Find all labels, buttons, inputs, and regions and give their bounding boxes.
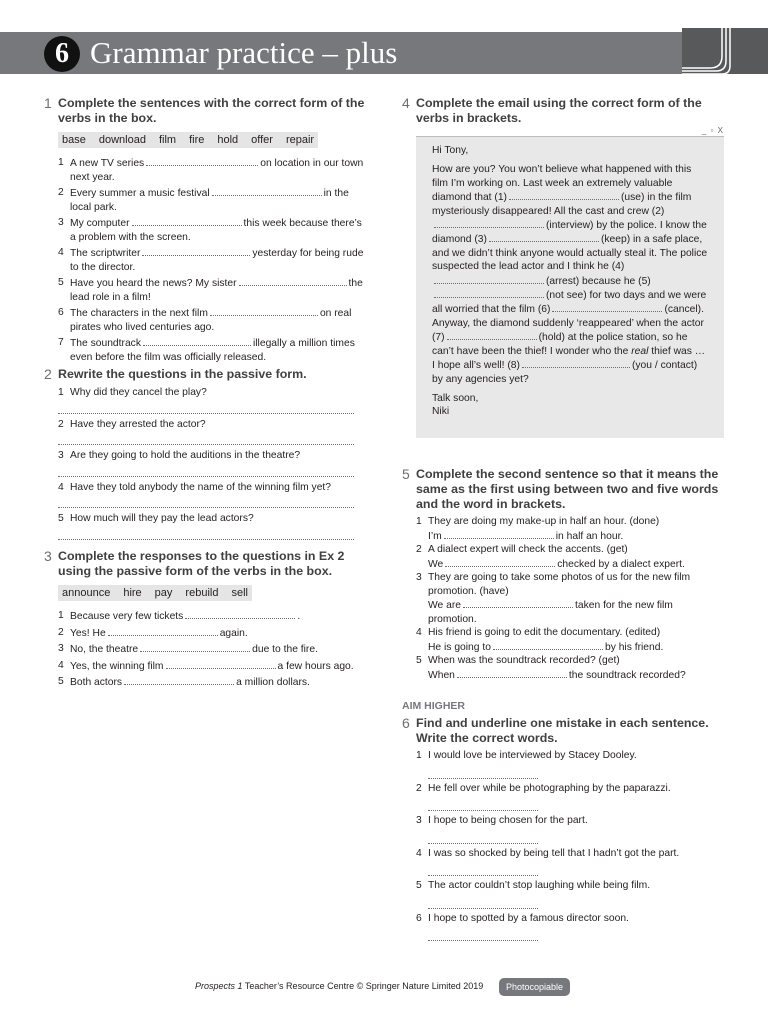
word: base xyxy=(62,134,86,146)
word-box xyxy=(58,585,252,601)
word-box xyxy=(58,132,318,148)
answer-blank[interactable] xyxy=(522,358,630,368)
list-item: 2 A dialect expert will check the accents. (get) We checked by a dialect expert. xyxy=(416,544,685,570)
page-title: Grammar practice – plus xyxy=(90,35,398,70)
aim-higher-label: AIM HIGHER xyxy=(402,700,465,712)
list-item: 3 I hope to being chosen for the part. xyxy=(416,814,724,844)
answer-blank[interactable] xyxy=(445,557,555,567)
exercise-number: 2 xyxy=(44,366,52,382)
exercise-number: 4 xyxy=(402,95,410,111)
header-decoration xyxy=(682,28,768,74)
exercise-6-heading xyxy=(402,716,724,746)
exercise-2-heading xyxy=(44,367,366,382)
exercise-3-heading xyxy=(44,549,366,579)
exercise-1 xyxy=(44,96,366,366)
answer-blank[interactable] xyxy=(166,659,276,669)
footer xyxy=(0,978,768,998)
email-body xyxy=(416,136,724,438)
exercise-3 xyxy=(44,549,366,692)
exercise-instruction: Complete the sentences with the correct form of the verbs in the box. xyxy=(58,96,365,125)
list-item: 4 I was so shocked by being tell that I hadn’t got the part. xyxy=(416,847,724,877)
answer-blank[interactable] xyxy=(124,675,234,685)
answer-line[interactable] xyxy=(428,893,538,909)
word: film xyxy=(158,134,177,146)
word: repair xyxy=(285,134,315,146)
list-item: 5 Both actors a million dollars. xyxy=(58,676,310,688)
word: announce xyxy=(62,587,111,599)
list-item: 3 Are they going to hold the auditions in the theatre? xyxy=(58,449,366,477)
exercise-5 xyxy=(402,467,724,682)
email-signoff: Talk soon, Niki xyxy=(432,392,479,418)
exercise-instruction: Complete the responses to the questions in Ex 2 using the passive form of the verbs in the box. xyxy=(58,549,345,578)
exercise-number: 6 xyxy=(402,715,410,731)
exercise-instruction: Find and underline one mistake in each sentence. Write the correct words. xyxy=(416,716,709,745)
answer-blank[interactable] xyxy=(140,642,250,652)
list-item: 5 Have you heard the news? My sister the lead role in a film! xyxy=(58,277,363,303)
answer-blank[interactable] xyxy=(434,274,544,284)
email-paragraph: How are you? You won’t believe what happened with this film I’m working on. Last week an extremely valuable diamond that (1) (use) in the film mysteriously disappeared! All the cast and crew (2)(interview) by the police. I know the diamond (3) (keep) in a safe place, and we didn’t think anyone would actually steal it. The police suspected the lead actor and I think he (4)(arrest) because he (5)(not see) for two days and we were all worried that the film (6) (cancel). Anyway, the diamond suddenly ‘reappeared’ when the actor (7) (hold) at the police station, so he can’t have been the thief! I wonder who the real thief was … I hope all’s well! (8) (you / contact) by any agencies yet? xyxy=(432,164,708,385)
list-item: 1 Because very few tickets . xyxy=(58,610,301,622)
answer-blank[interactable] xyxy=(493,640,603,650)
answer-line[interactable] xyxy=(58,431,354,445)
list-item: 3 My computer this week because there’s a problem with the screen. xyxy=(58,217,362,243)
exercise-instruction: Rewrite the questions in the passive form. xyxy=(58,367,307,381)
list-item: 2 Every summer a music festival in the local park. xyxy=(58,187,349,213)
answer-line[interactable] xyxy=(58,526,354,540)
unit-number: 6 xyxy=(44,36,80,72)
answer-blank[interactable] xyxy=(552,302,662,312)
exercise-1-heading xyxy=(44,96,366,126)
list-item: 7 The soundtrack illegally a million times even before the film was officially released. xyxy=(58,337,355,363)
answer-blank[interactable] xyxy=(185,609,295,619)
list-item: 5 How much will they pay the lead actors? xyxy=(58,512,366,540)
exercise-instruction: Complete the email using the correct form of the verbs in brackets. xyxy=(416,96,702,125)
answer-blank[interactable] xyxy=(212,186,322,196)
answer-blank[interactable] xyxy=(143,336,251,346)
answer-line[interactable] xyxy=(58,494,354,508)
list-item: 6 The characters in the next film on real pirates who lived centuries ago. xyxy=(58,307,352,333)
answer-blank[interactable] xyxy=(457,668,567,678)
exercise-number: 1 xyxy=(44,95,52,111)
list-item: 3 No, the theatre due to the fire. xyxy=(58,643,318,655)
answer-blank[interactable] xyxy=(146,156,258,166)
list-item: 4 Yes, the winning film a few hours ago. xyxy=(58,659,354,672)
word: pay xyxy=(154,587,173,599)
list-item: 1 I would love be interviewed by Stacey Dooley. xyxy=(416,749,724,779)
answer-blank[interactable] xyxy=(132,216,242,226)
exercise-5-heading xyxy=(402,467,724,512)
answer-blank[interactable] xyxy=(434,288,544,298)
word: rebuild xyxy=(185,587,219,599)
exercise-6 xyxy=(402,716,724,944)
list-item: 3 They are going to take some photos of us for the new film promotion. (have) We are taken for the new film promotion. xyxy=(416,572,691,625)
answer-blank[interactable] xyxy=(463,598,573,608)
exercise-instruction: Complete the second sentence so that it means the same as the first using between two and five words and the word in brackets. xyxy=(416,467,719,511)
footer-credit: Prospects 1 Teacher’s Resource Centre © Springer Nature Limited 2019 xyxy=(195,981,484,991)
answer-blank[interactable] xyxy=(489,232,599,242)
email-greeting: Hi Tony, xyxy=(432,145,469,156)
answer-line[interactable] xyxy=(58,463,354,477)
answer-blank[interactable] xyxy=(434,218,544,228)
answer-line[interactable] xyxy=(428,828,538,844)
answer-blank[interactable] xyxy=(444,529,554,539)
answer-blank[interactable] xyxy=(447,330,537,340)
word: offer xyxy=(251,134,273,146)
exercise-2 xyxy=(44,367,366,544)
answer-blank[interactable] xyxy=(509,190,619,200)
window-controls: _ ▫ X xyxy=(701,126,724,135)
exercise-4-heading xyxy=(402,96,724,126)
answer-blank[interactable] xyxy=(210,306,318,316)
list-item: 2 Yes! He again. xyxy=(58,626,248,639)
list-item: 1 A new TV series on location in our town next year. xyxy=(58,157,364,183)
answer-blank[interactable] xyxy=(108,626,218,636)
answer-line[interactable] xyxy=(428,795,538,811)
exercise-number: 3 xyxy=(44,548,52,564)
exercise-number: 5 xyxy=(402,466,410,482)
photocopiable-badge: Photocopiable xyxy=(499,978,570,996)
answer-blank[interactable] xyxy=(239,276,347,286)
answer-blank[interactable] xyxy=(142,246,250,256)
list-item: 5 When was the soundtrack recorded? (get) When the soundtrack recorded? xyxy=(416,655,686,681)
word: sell xyxy=(231,587,248,599)
list-item: 4 Have they told anybody the name of the winning film yet? xyxy=(58,481,366,509)
list-item: 4 His friend is going to edit the documentary. (edited) He is going to by his friend. xyxy=(416,627,664,653)
answer-line[interactable] xyxy=(58,400,354,414)
word: fire xyxy=(189,134,205,146)
email-window xyxy=(416,125,724,438)
list-item: 4 The scriptwriter yesterday for being rude to the director. xyxy=(58,247,364,273)
answer-line[interactable] xyxy=(428,860,538,876)
list-item: 6 I hope to spotted by a famous director soon. xyxy=(416,912,724,942)
list-item: 1 Why did they cancel the play? xyxy=(58,386,366,414)
answer-line[interactable] xyxy=(428,763,538,779)
list-item: 2 He fell over while be photographing by the paparazzi. xyxy=(416,782,724,812)
list-item: 5 The actor couldn’t stop laughing while being film. xyxy=(416,879,724,909)
exercise-4 xyxy=(402,96,724,126)
word: download xyxy=(98,134,146,146)
list-item: 2 Have they arrested the actor? xyxy=(58,418,366,446)
list-item: 1 They are doing my make-up in half an hour. (done) I’m in half an hour. xyxy=(416,516,660,542)
word: hire xyxy=(123,587,142,599)
answer-line[interactable] xyxy=(428,925,538,941)
word: hold xyxy=(217,134,239,146)
